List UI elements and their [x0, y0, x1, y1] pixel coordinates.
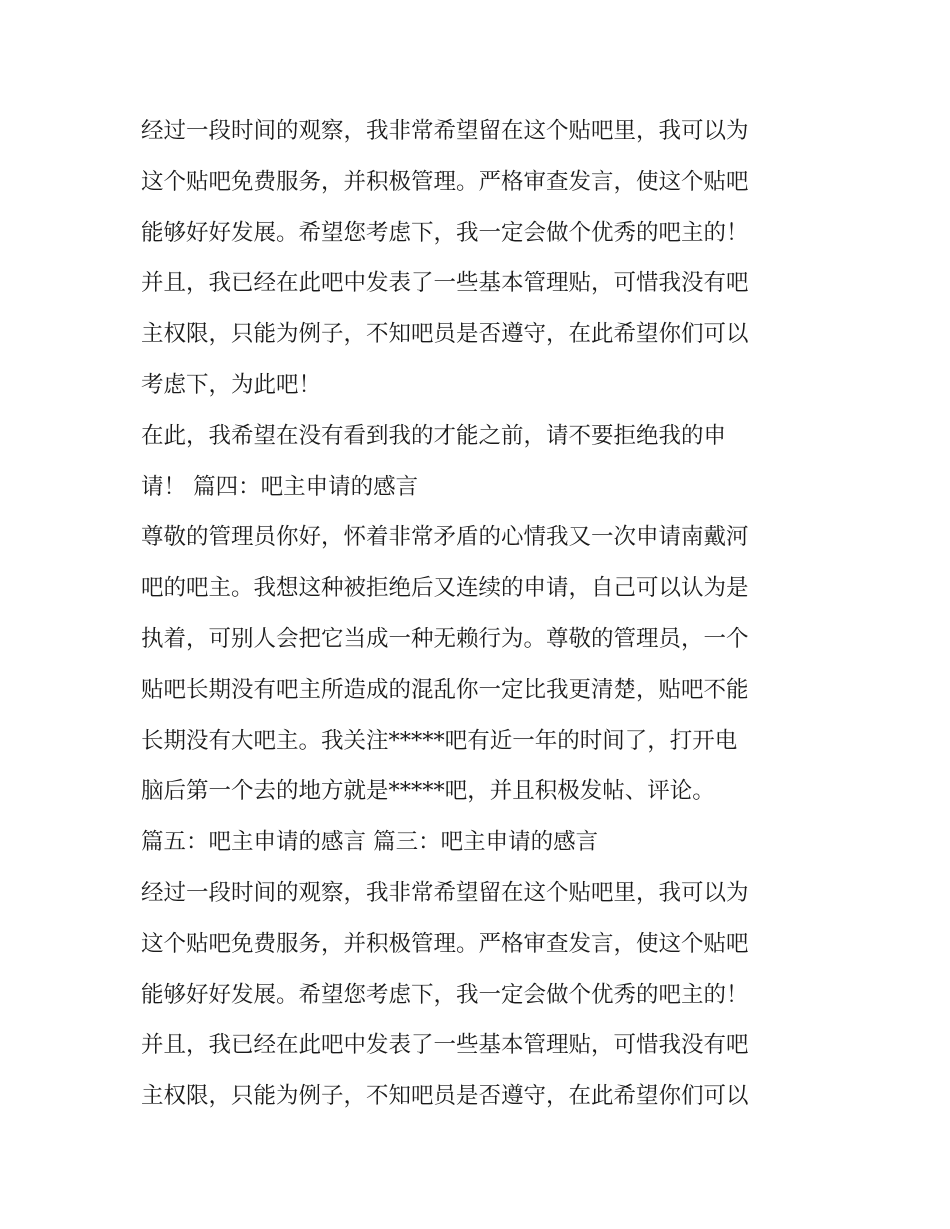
text-line-13: 长期没有大吧主。我关注*****吧有近一年的时间了，打开电 — [141, 727, 738, 754]
text-line-20: 主权限，只能为例子，不知吧员是否遵守，在此希望你们可以 — [141, 1083, 749, 1110]
text-line-8: 请！ 篇四：吧主申请的感言 — [141, 473, 419, 500]
text-line-19: 并且，我已经在此吧中发表了一些基本管理贴，可惜我没有吧 — [141, 1032, 749, 1059]
text-line-15: 篇五：吧主申请的感言 篇三：吧主申请的感言 — [141, 829, 599, 856]
text-line-4: 并且，我已经在此吧中发表了一些基本管理贴，可惜我没有吧 — [141, 270, 749, 297]
text-line-9: 尊敬的管理员你好，怀着非常矛盾的心情我又一次申请南戴河 — [141, 524, 749, 551]
text-line-2: 这个贴吧免费服务，并积极管理。严格审查发言，使这个贴吧 — [141, 168, 749, 195]
text-line-10: 吧的吧主。我想这种被拒绝后又连续的申请，自己可以认为是 — [141, 575, 749, 602]
body-text — [141, 106, 821, 1122]
text-line-14: 脑后第一个去的地方就是*****吧，并且积极发帖、评论。 — [141, 778, 715, 805]
text-line-16: 经过一段时间的观察，我非常希望留在这个贴吧里，我可以为 — [141, 879, 749, 906]
text-line-12: 贴吧长期没有吧主所造成的混乱你一定比我更清楚，贴吧不能 — [141, 676, 749, 703]
text-line-3: 能够好好发展。希望您考虑下，我一定会做个优秀的吧主的！ — [141, 219, 749, 246]
text-line-17: 这个贴吧免费服务，并积极管理。严格审查发言，使这个贴吧 — [141, 930, 749, 957]
text-line-5: 主权限，只能为例子，不知吧员是否遵守，在此希望你们可以 — [141, 321, 749, 348]
text-line-1: 经过一段时间的观察，我非常希望留在这个贴吧里，我可以为 — [141, 118, 749, 144]
text-line-7: 在此，我希望在没有看到我的才能之前，请不要拒绝我的申 — [141, 422, 727, 449]
text-line-18: 能够好好发展。希望您考虑下，我一定会做个优秀的吧主的！ — [141, 981, 749, 1008]
text-line-11: 执着，可别人会把它当成一种无赖行为。尊敬的管理员，一个 — [141, 625, 749, 652]
text-line-6: 考虑下，为此吧！ — [141, 371, 322, 398]
